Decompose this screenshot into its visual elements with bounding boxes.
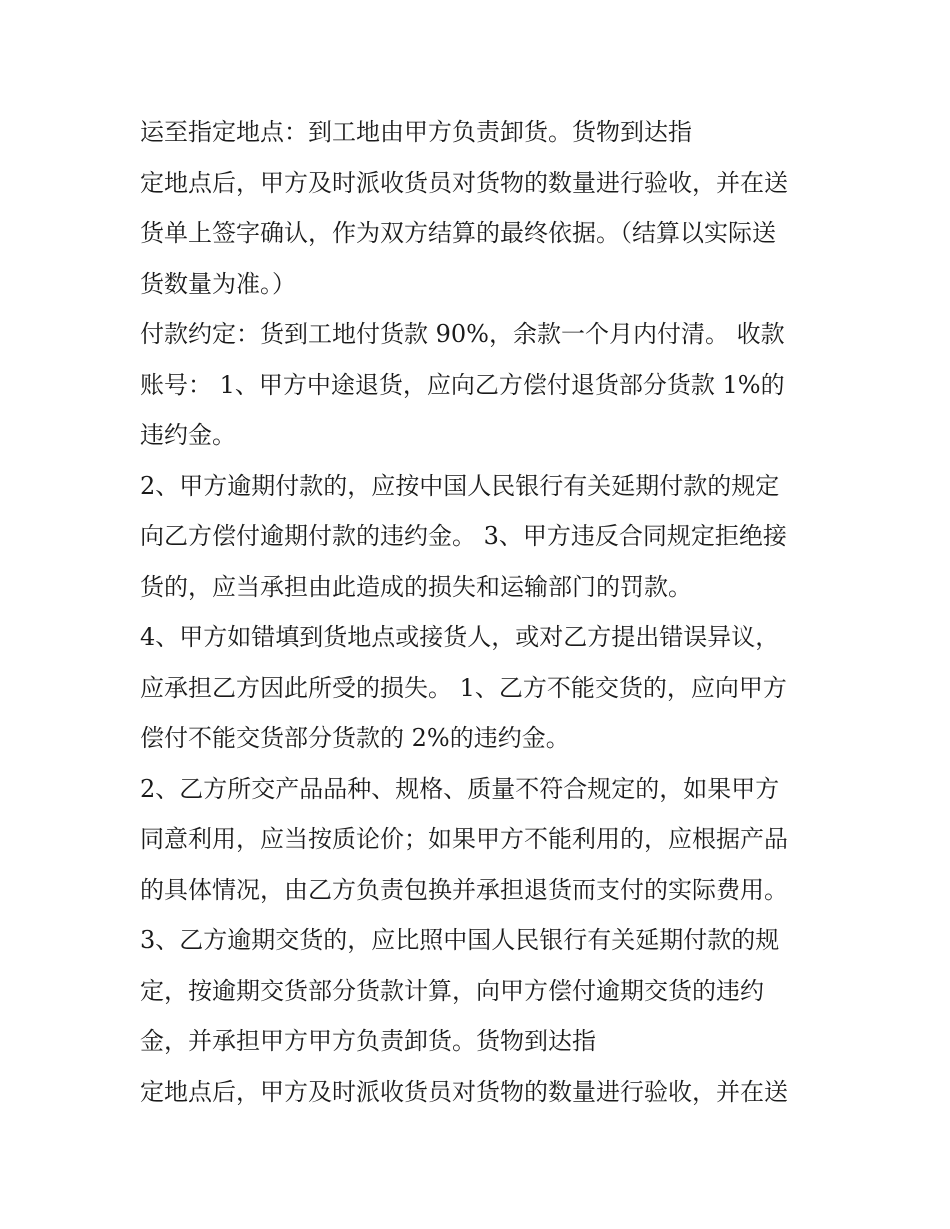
- text-line: 违约金。: [140, 421, 236, 449]
- text-line: 向乙方偿付逾期付款的违约金。 3、甲方违反合同规定拒绝接: [140, 522, 787, 550]
- text-line: 付款约定：货到工地付货款 90%，余款一个月内付清。 收款: [140, 320, 785, 348]
- text-line: 2、甲方逾期付款的，应按中国人民银行有关延期付款的规定: [140, 471, 780, 500]
- text-line: 2、乙方所交产品品种、规格、质量不符合规定的，如果甲方: [140, 774, 780, 803]
- text-line: 的具体情况，由乙方负责包换并承担退货而支付的实际费用。: [140, 875, 788, 904]
- text-line: 账号： 1、甲方中途退货，应向乙方偿付退货部分货款 1%的: [140, 370, 785, 399]
- text-line: 定，按逾期交货部分货款计算，向甲方偿付逾期交货的违约: [140, 976, 764, 1005]
- text-line: 同意利用，应当按质论价；如果甲方不能利用的，应根据产品: [140, 825, 788, 853]
- text-line: 4、甲方如错填到货地点或接货人，或对乙方提出错误异议，: [140, 623, 780, 651]
- text-line: 3、乙方逾期交货的，应比照中国人民银行有关延期付款的规: [140, 926, 780, 954]
- text-line: 货的，应当承担由此造成的损失和运输部门的罚款。: [140, 572, 692, 601]
- text-line: 应承担乙方因此所受的损失。 1、乙方不能交货的，应向甲方: [140, 673, 787, 702]
- contract-text: [140, 107, 830, 1117]
- text-line: 定地点后，甲方及时派收货员对货物的数量进行验收，并在送: [140, 168, 788, 197]
- text-line: 货数量为准。）: [140, 269, 296, 298]
- text-line: 运至指定地点：到工地由甲方负责卸货。货物到达指: [140, 118, 692, 146]
- text-line: 定地点后，甲方及时派收货员对货物的数量进行验收，并在送: [140, 1077, 788, 1106]
- text-line: 货单上签字确认，作为双方结算的最终依据。（结算以实际送: [140, 219, 776, 247]
- text-line: 金，并承担甲方甲方负责卸货。货物到达指: [140, 1027, 596, 1055]
- text-line: 偿付不能交货部分货款的 2%的违约金。: [140, 724, 570, 752]
